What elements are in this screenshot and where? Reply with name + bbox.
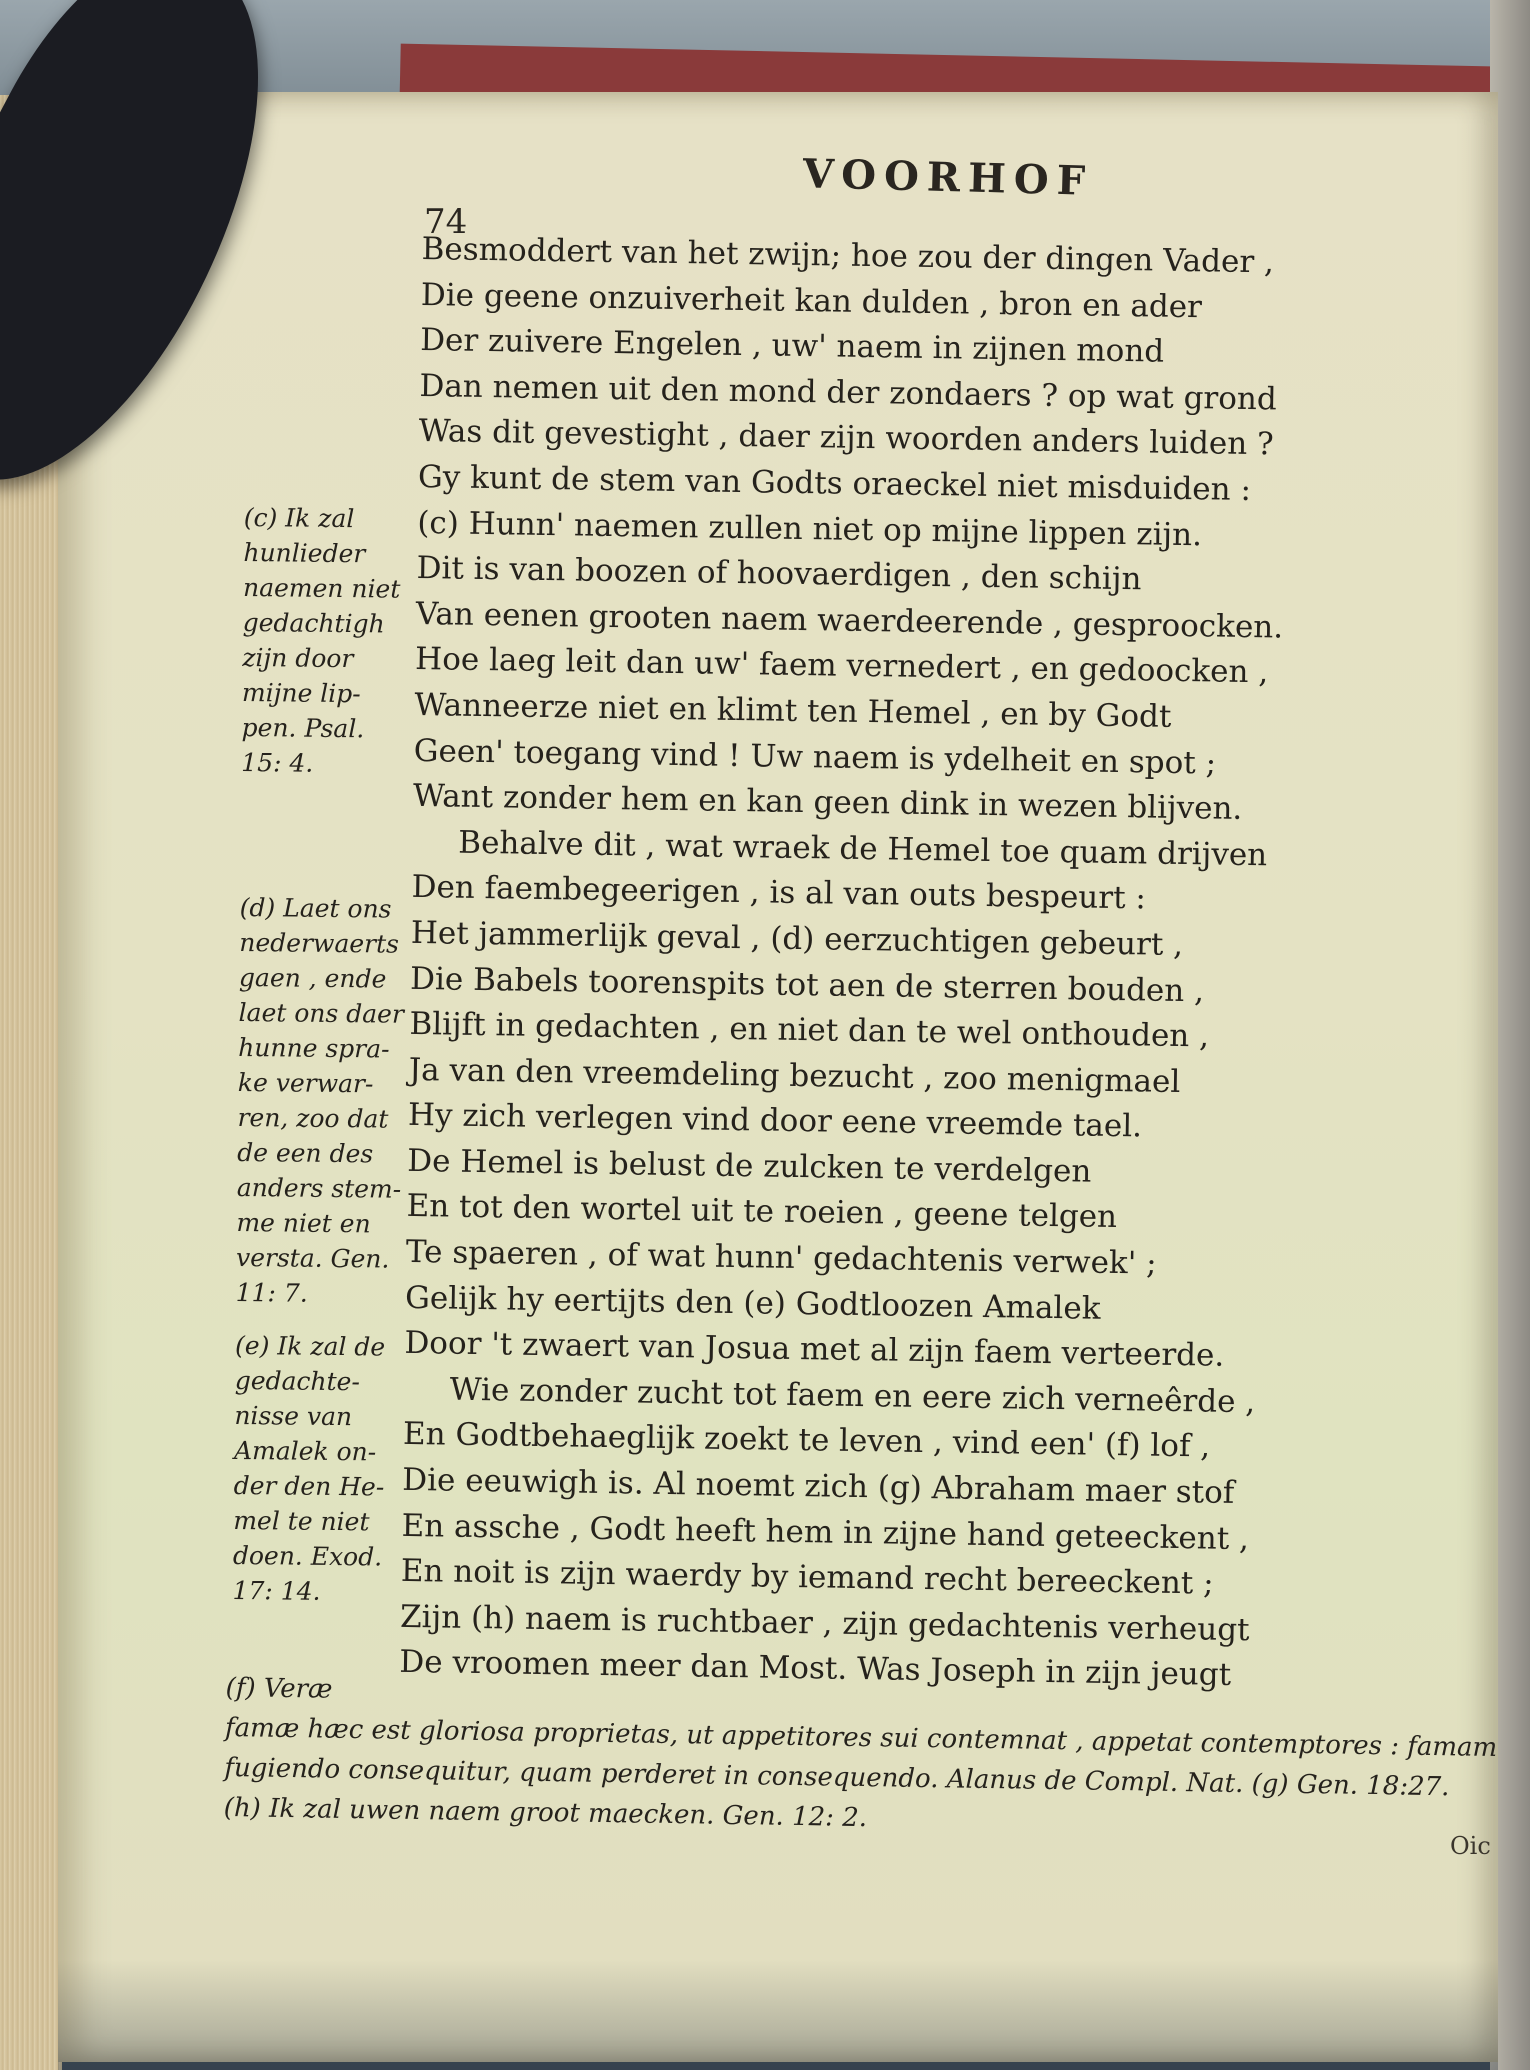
margin-note-line: Amalek on- — [233, 1435, 377, 1467]
catchword: Oic — [1450, 1832, 1491, 1860]
margin-note-line: ke verwar- — [237, 1067, 374, 1099]
running-head: VOORHOF — [802, 150, 1094, 205]
text-line: Den faembegeerigen , is al van outs bespeurt : — [411, 869, 1147, 917]
margin-note-line: ren, zoo dat — [237, 1102, 389, 1134]
margin-note-line: 11: 7. — [235, 1277, 308, 1308]
text-line: Van eenen grooten naem waerdeerende , gesproocken. — [415, 595, 1284, 646]
text-line: Te spaeren , of wat hunn' gedachtenis verwek' ; — [405, 1233, 1157, 1282]
margin-note-line: 17: 14. — [232, 1575, 321, 1606]
text-line: De vroomen meer dan Most. Was Joseph in zijn jeugt — [399, 1644, 1232, 1694]
margin-note-line: naemen niet — [242, 572, 401, 604]
text-line: Zijn (h) naem is ruchtbaer , zijn gedachtenis verheugt — [399, 1598, 1250, 1648]
text-line: Het jammerlijk geval , (d) eerzuchtigen gebeurt , — [410, 914, 1184, 963]
text-line: Blijft in gedachten , en niet dan te wel onthouden , — [409, 1005, 1210, 1055]
book-page — [58, 92, 1498, 2062]
page-bottom-shadow — [58, 1960, 1498, 2070]
margin-note-line: der den He- — [233, 1470, 385, 1502]
margin-note-line: zijn door — [242, 642, 354, 674]
text-line: Hy zich verlegen vind door eene vreemde tael. — [407, 1097, 1143, 1145]
margin-note-line: 15: 4. — [241, 747, 314, 778]
margin-note-line: de een des — [237, 1137, 374, 1169]
text-line: Ja van den vreemdeling bezucht , zoo menigmael — [408, 1051, 1181, 1100]
text-line: En assche , Godt heeft hem in zijne hand geteeckent , — [401, 1507, 1250, 1557]
text-line: Dan nemen uit den mond der zondaers ? op wat grond — [419, 367, 1278, 418]
text-line: En noit is zijn waerdy by iemand recht bereeckent ; — [400, 1553, 1214, 1602]
margin-note-line: mijne lip- — [241, 677, 361, 709]
margin-note-line: me niet en — [236, 1207, 371, 1239]
text-line: Besmoddert van het zwijn; hoe zou der dingen Vader , — [421, 230, 1275, 281]
margin-note-line: doen. Exod. — [232, 1540, 383, 1572]
margin-notes — [232, 500, 424, 1628]
text-line: Der zuivere Engelen , uw' naem in zijnen mond — [419, 322, 1165, 370]
margin-note-line: nederwaerts — [239, 927, 400, 959]
margin-note-e — [232, 1328, 415, 1610]
text-line: (c) Hunn' naemen zullen niet op mijne lippen zijn. — [417, 504, 1203, 553]
margin-note-line: (c) Ik zal — [243, 502, 355, 534]
text-line: En Godtbehaeglijk zoekt te leven , vind een' (f) lof , — [402, 1416, 1211, 1465]
margin-note-line: (e) Ik zal de — [234, 1330, 386, 1362]
text-line: En tot den wortel uit te roeien , geene telgen — [406, 1188, 1118, 1236]
text-line: Was dit gevestight , daer zijn woorden anders luiden ? — [418, 413, 1274, 463]
text-line: Behalve dit , wat wraek de Hemel toe quam drijven — [458, 824, 1268, 874]
margin-note-line: nisse van — [234, 1400, 353, 1432]
margin-note-line: mel te niet — [233, 1505, 370, 1537]
text-line: Gelijk hy eertijts den (e) Godtloozen Amalek — [404, 1279, 1101, 1327]
text-line: Dit is van boozen of hoovaerdigen , den schijn — [416, 550, 1142, 598]
text-line: Die Babels toorenspits tot aen de sterren bouden , — [409, 960, 1205, 1009]
margin-note-d — [236, 890, 420, 1312]
text-line: Wanneerze niet en klimt ten Hemel , en by Godt — [414, 686, 1172, 735]
page-number: 74 — [424, 202, 468, 242]
text-line: Gy kunt de stem van Godts oraeckel niet misduiden : — [417, 458, 1252, 509]
margin-note-line: gaen , ende — [238, 962, 387, 994]
margin-note-line: anders stem- — [236, 1172, 402, 1204]
text-line: Die geene onzuiverheit kan dulden , bron en ader — [420, 276, 1203, 325]
margin-note-line: gedachte- — [234, 1365, 361, 1397]
text-line: Wie zonder zucht tot faem en eere zich verneêrde , — [449, 1371, 1256, 1421]
footnote-line: fugiendo consequitur, quam perderet in consequendo. Alanus de Compl. Nat. (g) Gen. 18:27. — [224, 1752, 1450, 1803]
text-line: Door 't zwaert van Josua met al zijn faem verteerde. — [404, 1325, 1225, 1374]
text-line: Die eeuwigh is. Al noemt zich (g) Abraham maer stof — [402, 1461, 1235, 1511]
margin-note-line: hunlieder — [243, 537, 366, 569]
margin-note-line: laet ons daer — [238, 997, 405, 1029]
margin-note-line: pen. Psal. — [241, 712, 365, 744]
margin-note-line: hunne spra- — [238, 1032, 390, 1064]
margin-note-line: (d) Laet ons — [239, 892, 392, 924]
footnotes — [223, 1668, 1525, 1848]
text-line: De Hemel is belust de zulcken te verdelgen — [407, 1142, 1092, 1190]
footnote-line: famæ hæc est gloriosa proprietas, ut appetitores sui contemnat , appetat contemptores : famam — [224, 1712, 1498, 1763]
text-line: Hoe laeg leit dan uw' faem vernedert , en gedoocken , — [414, 641, 1269, 691]
text-line: Want zonder hem en kan geen dink in wezen blijven. — [412, 778, 1243, 828]
poem-body — [399, 227, 1422, 1702]
text-line: Geen' toegang vind ! Uw naem is ydelheit en spot ; — [413, 732, 1217, 782]
margin-note-line: versta. Gen. — [235, 1242, 390, 1274]
margin-note-line: gedachtigh — [242, 607, 385, 639]
margin-note-c — [241, 500, 424, 782]
footnote-line: (f) Veræ — [225, 1672, 333, 1705]
footnote-line: (h) Ik zal uwen naem groot maecken. Gen. 12: 2. — [223, 1792, 868, 1834]
